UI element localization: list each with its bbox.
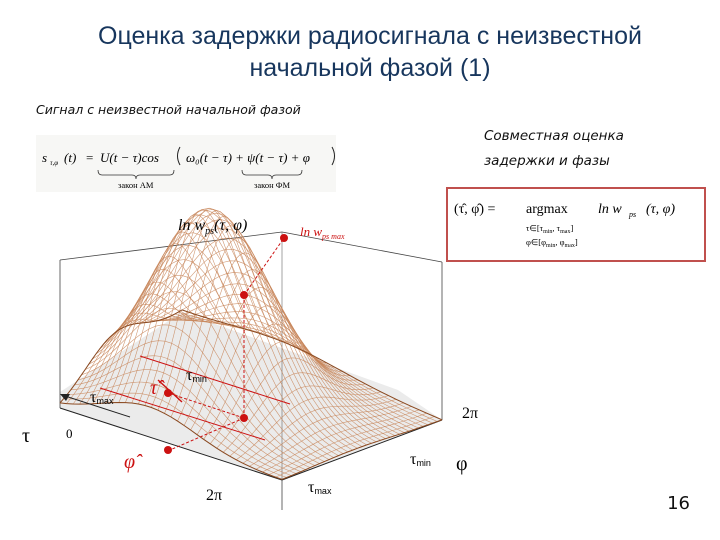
two-pi-right-label: 2π (462, 405, 479, 422)
phi-axis-label: φ (456, 453, 468, 475)
cond-phi: $\varphi\in[\varphi_{min}$, $\varphi_{max}$] (526, 237, 578, 249)
phi-hat-label: φ̂ (124, 451, 136, 473)
estimate-rhs-arg: (τ, φ) (646, 202, 676, 217)
max-label: $\ln w_{ps max}$ (300, 224, 345, 241)
tau-min-top-label: τmin (186, 367, 207, 384)
zero-label: 0 (66, 426, 73, 441)
max-point (240, 291, 248, 299)
am-label: закон АМ (118, 180, 154, 190)
tau-min-right-label: τmin (410, 451, 431, 468)
estimate-rhs-sub: ps (629, 210, 637, 219)
estimate-rhs: ln w (598, 202, 622, 217)
max-label-point (280, 234, 288, 242)
formula-lhs: s (42, 150, 48, 165)
tau-axis-label: τ (22, 425, 31, 447)
fm-label: закон ФМ (254, 180, 291, 190)
estimate-lhs: (τ̂, φ̂) = (454, 202, 496, 217)
z-axis-label: $\ln w_{ps}(\tau$, φ) (178, 217, 248, 237)
phi-hat-point (164, 446, 172, 454)
formula-phase-term: ω₀(t − τ) + ψ(t − τ) + φ (186, 150, 310, 165)
tau-hat-label: τ̂ (150, 377, 158, 399)
joint-heading-line-1: Совместная оценка (484, 128, 624, 144)
formula-amplitude: U(t − τ)cos (100, 150, 159, 165)
tau-max-bottom-label: τmax (308, 479, 332, 496)
title-line-2: начальной фазой (1) (249, 54, 491, 82)
tau-max-left-label: τmax (90, 389, 114, 406)
estimate-point (240, 414, 248, 422)
title-line-1: Оценка задержки радиосигнала с неизвестной (98, 22, 642, 50)
signal-heading: Сигнал с неизвестной начальной фазой (36, 102, 301, 117)
formula-lhs-sub: τ,φ (50, 159, 59, 167)
tau-hat-point (164, 389, 172, 397)
two-pi-left-label: 2π (206, 487, 223, 504)
formula-lhs-arg: (t) (64, 150, 77, 165)
formula-eq: = (86, 150, 94, 165)
cond-tau: $\tau\in[\tau_{min}$, $\tau_{max}$] (526, 223, 574, 235)
estimate-op: argmax (526, 202, 568, 217)
joint-heading-line-2: задержки и фазы (484, 153, 610, 169)
page-number: 16 (667, 493, 690, 514)
